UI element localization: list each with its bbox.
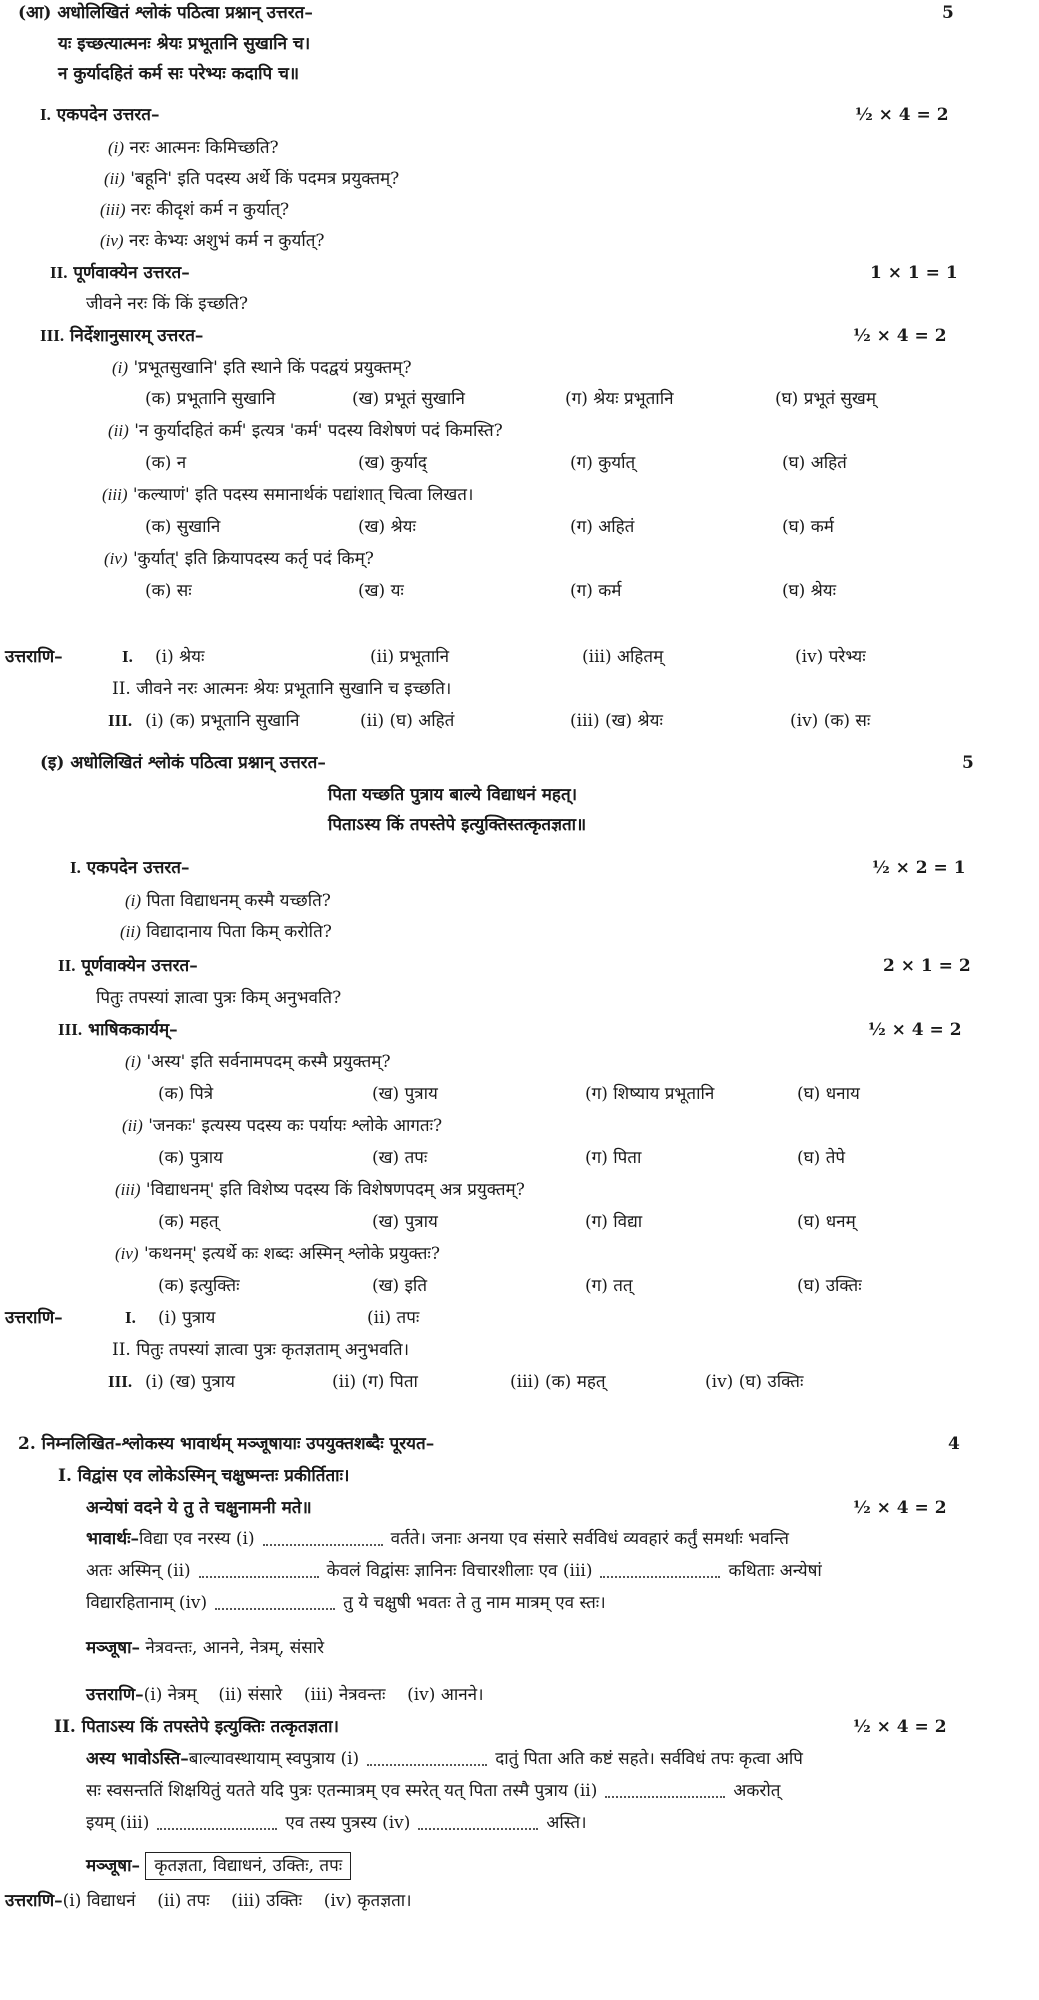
shloka-line: II. पिताऽस्य किं तपस्तेपे इत्युक्तिः तत्कृतज्ञता।: [54, 1717, 339, 1737]
answers-label: उत्तराणि–: [5, 647, 63, 667]
question: (i) 'अस्य' इति सर्वनामपदम् कस्मै प्रयुक्तम्?: [125, 1052, 391, 1072]
section-heading: III. निर्देशानुसारम् उत्तरत–: [40, 326, 204, 346]
q2-heading: 2. निम्नलिखित-श्लोकस्य भावार्थम् मञ्जूषायाः उपयुक्तशब्दैः पूरयत–: [18, 1434, 435, 1454]
question: (i) नरः आत्मनः किमिच्छति?: [108, 138, 279, 158]
blank: [199, 1566, 319, 1578]
question: पितुः तपस्यां ज्ञात्वा पुत्रः किम् अनुभवति?: [96, 988, 342, 1008]
option: (घ) प्रभूतं सुखम्: [775, 389, 876, 409]
option: (क) पुत्राय: [158, 1148, 224, 1168]
section-marks: ½ × 2 = 1: [872, 858, 966, 878]
section-heading: II. पूर्णवाक्येन उत्तरत–: [58, 956, 198, 976]
blank: [605, 1786, 725, 1798]
blank: [157, 1818, 277, 1830]
answer: (iii) (ख) श्रेयः: [570, 711, 663, 731]
answer: (ii) (घ) अहितं: [360, 711, 455, 731]
option: (ग) कुर्यात्: [570, 453, 636, 473]
option: (ख) पुत्राय: [372, 1212, 438, 1232]
answer-row-num: III.: [108, 711, 133, 730]
answer: II. जीवने नरः आत्मनः श्रेयः प्रभूतानि सुखानि च इच्छति।: [112, 679, 452, 699]
bhavarth-line: अस्य भावोऽस्ति–बाल्यावस्थायाम् स्वपुत्राय (i) दातुं पिता अति कष्टं सहते। सर्वविधं तपः कृत्वा अपि: [86, 1749, 803, 1769]
option: (घ) उक्तिः: [797, 1276, 862, 1296]
section-marks: ½ × 4 = 2: [853, 326, 947, 346]
question: (ii) 'जनकः' इत्यस्य पदस्य कः पर्यायः श्लोके आगतः?: [122, 1116, 443, 1136]
answers-row: उत्तराणि–(i) नेत्रम् (ii) संसारे (iii) नेत्रवन्तः (iv) आनने।: [86, 1685, 484, 1705]
q1c-heading: (इ) अधोलिखितं श्लोकं पठित्वा प्रश्नान् उत्तरत–: [40, 753, 326, 773]
option: (ग) शिष्याय प्रभूतानि: [585, 1084, 715, 1104]
answers-row: उत्तराणि–(i) विद्याधनं (ii) तपः (iii) उक्तिः (iv) कृतज्ञता।: [5, 1891, 412, 1911]
blank: [263, 1534, 383, 1546]
question: (iii) 'विद्याधनम्' इति विशेष्य पदस्य किं विशेषणपदम् अत्र प्रयुक्तम्?: [115, 1180, 525, 1200]
answer: (iv) परेभ्यः: [795, 647, 866, 667]
question: (iv) 'कथनम्' इत्यर्थे कः शब्दः अस्मिन् श्लोके प्रयुक्तः?: [115, 1244, 440, 1264]
answer: (iii) अहितम्: [582, 647, 664, 667]
question: (iii) नरः कीदृशं कर्म न कुर्यात्?: [100, 200, 290, 220]
answer: (ii) (ग) पिता: [332, 1372, 418, 1392]
option: (घ) धनाय: [797, 1084, 860, 1104]
answer: (i) पुत्राय: [158, 1308, 216, 1328]
question: (ii) विद्यादानाय पिता किम् करोति?: [120, 922, 332, 942]
answer: (ii) तपः: [367, 1308, 420, 1328]
option: (ख) पुत्राय: [372, 1084, 438, 1104]
blank: [418, 1818, 538, 1830]
option: (क) सः: [145, 581, 192, 601]
section-marks: ½ × 4 = 2: [868, 1020, 962, 1040]
q2-marks: 4: [948, 1434, 960, 1454]
bhavarth-line: अतः अस्मिन् (ii) केवलं विद्वांसः ज्ञानिनः विचारशीलाः एव (iii) कथिताः अन्येषां: [86, 1561, 822, 1581]
option: (क) न: [145, 453, 187, 473]
shloka-line: न कुर्यादहितं कर्म सः परेभ्यः कदापि च॥: [58, 64, 300, 84]
answer-row-num: III.: [108, 1372, 133, 1391]
answer: II. पितुः तपस्यां ज्ञात्वा पुत्रः कृतज्ञताम् अनुभवति।: [112, 1340, 410, 1360]
question: (i) पिता विद्याधनम् कस्मै यच्छति?: [125, 891, 331, 911]
question: जीवने नरः किं किं इच्छति?: [86, 294, 248, 314]
q1b-heading: (आ) अधोलिखितं श्लोकं पठित्वा प्रश्नान् उत्तरत–: [18, 3, 313, 23]
shloka-line: I. विद्वांस एव लोकेऽस्मिन् चक्षुष्मन्तः प्रकीर्तिताः।: [58, 1466, 350, 1486]
question: (i) 'प्रभूतसुखानि' इति स्थाने किं पदद्वयं प्रयुक्तम्?: [112, 358, 412, 378]
answer: (i) श्रेयः: [155, 647, 205, 667]
section-marks: 1 × 1 = 1: [870, 263, 958, 283]
manjusha-box: कृतज्ञता, विद्याधनं, उक्तिः, तपः: [145, 1852, 351, 1880]
answer: (ii) प्रभूतानि: [370, 647, 450, 667]
section-heading: I. एकपदेन उत्तरत–: [70, 858, 190, 878]
option: (घ) कर्म: [782, 517, 834, 537]
answer: (iv) (क) सः: [790, 711, 871, 731]
manjusha: मञ्जूषा– कृतज्ञता, विद्याधनं, उक्तिः, तपः: [86, 1852, 351, 1880]
blank: [600, 1566, 720, 1578]
shloka-line: अन्येषां वदने ये तु ते चक्षुनामनी मते॥: [86, 1498, 312, 1518]
section-marks: 2 × 1 = 2: [883, 956, 971, 976]
answer: (iv) (घ) उक्तिः: [705, 1372, 804, 1392]
option: (क) प्रभूतानि सुखानि: [145, 389, 276, 409]
shloka-line: पिता यच्छति पुत्राय बाल्ये विद्याधनं महत्।: [328, 785, 578, 805]
answers-label: उत्तराणि–: [5, 1308, 63, 1328]
section-marks: ½ × 4 = 2: [853, 1717, 947, 1737]
option: (घ) अहितं: [782, 453, 847, 473]
shloka-line: यः इच्छत्यात्मनः श्रेयः प्रभूतानि सुखानि च।: [58, 34, 311, 54]
shloka-line: पिताऽस्य किं तपस्तेपे इत्युक्तिस्तत्कृतज्ञता॥: [328, 815, 587, 835]
option: (घ) श्रेयः: [782, 581, 837, 601]
option: (ग) तत्: [585, 1276, 633, 1296]
option: (घ) धनम्: [797, 1212, 856, 1232]
bhavarth-line: सः स्वसन्ततिं शिक्षयितुं यतते यदि पुत्रः एतन्मात्रम् एव स्मरेत् यत् पिता तस्मै पुत्राय (ii) अकरोत्: [86, 1781, 781, 1801]
answer: (i) (ख) पुत्राय: [145, 1372, 235, 1392]
option: (ग) कर्म: [570, 581, 622, 601]
bhavarth-line: भावार्थः–विद्या एव नरस्य (i) वर्तते। जनाः अनया एव संसारे सर्वविधं व्यवहारं कर्तुं समर्थाः भवन्ति: [86, 1529, 789, 1549]
bhavarth-line: विद्यारहितानाम् (iv) तु ये चक्षुषी भवतः ते तु नाम मात्रम् एव स्तः।: [86, 1593, 606, 1613]
option: (ख) प्रभूतं सुखानि: [352, 389, 465, 409]
section-heading: II. पूर्णवाक्येन उत्तरत–: [50, 263, 190, 283]
option: (क) इत्युक्तिः: [158, 1276, 240, 1296]
option: (ख) कुर्याद्: [358, 453, 427, 473]
option: (क) पित्रे: [158, 1084, 214, 1104]
question: (iv) 'कुर्यात्' इति क्रियापदस्य कर्तृ पदं किम्?: [104, 549, 374, 569]
section-marks: ½ × 4 = 2: [853, 1498, 947, 1518]
q1c-marks: 5: [962, 753, 974, 773]
section-marks: ½ × 4 = 2: [855, 105, 949, 125]
question: (iii) 'कल्याणं' इति पदस्य समानार्थकं पद्यांशात् चित्वा लिखत।: [102, 485, 474, 505]
section-heading: III. भाषिककार्यम्–: [58, 1020, 178, 1040]
option: (ग) विद्या: [585, 1212, 643, 1232]
option: (ख) इति: [372, 1276, 428, 1296]
bhavarth-line: इयम् (iii) एव तस्य पुत्रस्य (iv) अस्ति।: [86, 1813, 587, 1833]
option: (ख) यः: [358, 581, 404, 601]
option: (ख) तपः: [372, 1148, 428, 1168]
answer-row-num: I.: [122, 647, 133, 666]
question: (iv) नरः केभ्यः अशुभं कर्म न कुर्यात्?: [100, 231, 325, 251]
answer-row-num: I.: [125, 1308, 136, 1327]
section-heading: I. एकपदेन उत्तरत–: [40, 105, 160, 125]
q1b-marks: 5: [942, 3, 954, 23]
answer: (i) (क) प्रभूतानि सुखानि: [145, 711, 300, 731]
option: (ग) अहितं: [570, 517, 635, 537]
option: (क) सुखानि: [145, 517, 221, 537]
answer: (iii) (क) महत्: [510, 1372, 606, 1392]
manjusha: मञ्जूषा– नेत्रवन्तः, आनने, नेत्रम्, संसारे: [86, 1638, 325, 1658]
question: (ii) 'बहूनि' इति पदस्य अर्थे किं पदमत्र प्रयुक्तम्?: [104, 169, 400, 189]
blank: [367, 1754, 487, 1766]
option: (ख) श्रेयः: [358, 517, 416, 537]
option: (घ) तेपे: [797, 1148, 846, 1168]
option: (क) महत्: [158, 1212, 219, 1232]
option: (ग) पिता: [585, 1148, 642, 1168]
blank: [215, 1598, 335, 1610]
option: (ग) श्रेयः प्रभूतानि: [565, 389, 674, 409]
question: (ii) 'न कुर्यादहितं कर्म' इत्यत्र 'कर्म' पदस्य विशेषणं पदं किमस्ति?: [108, 421, 503, 441]
